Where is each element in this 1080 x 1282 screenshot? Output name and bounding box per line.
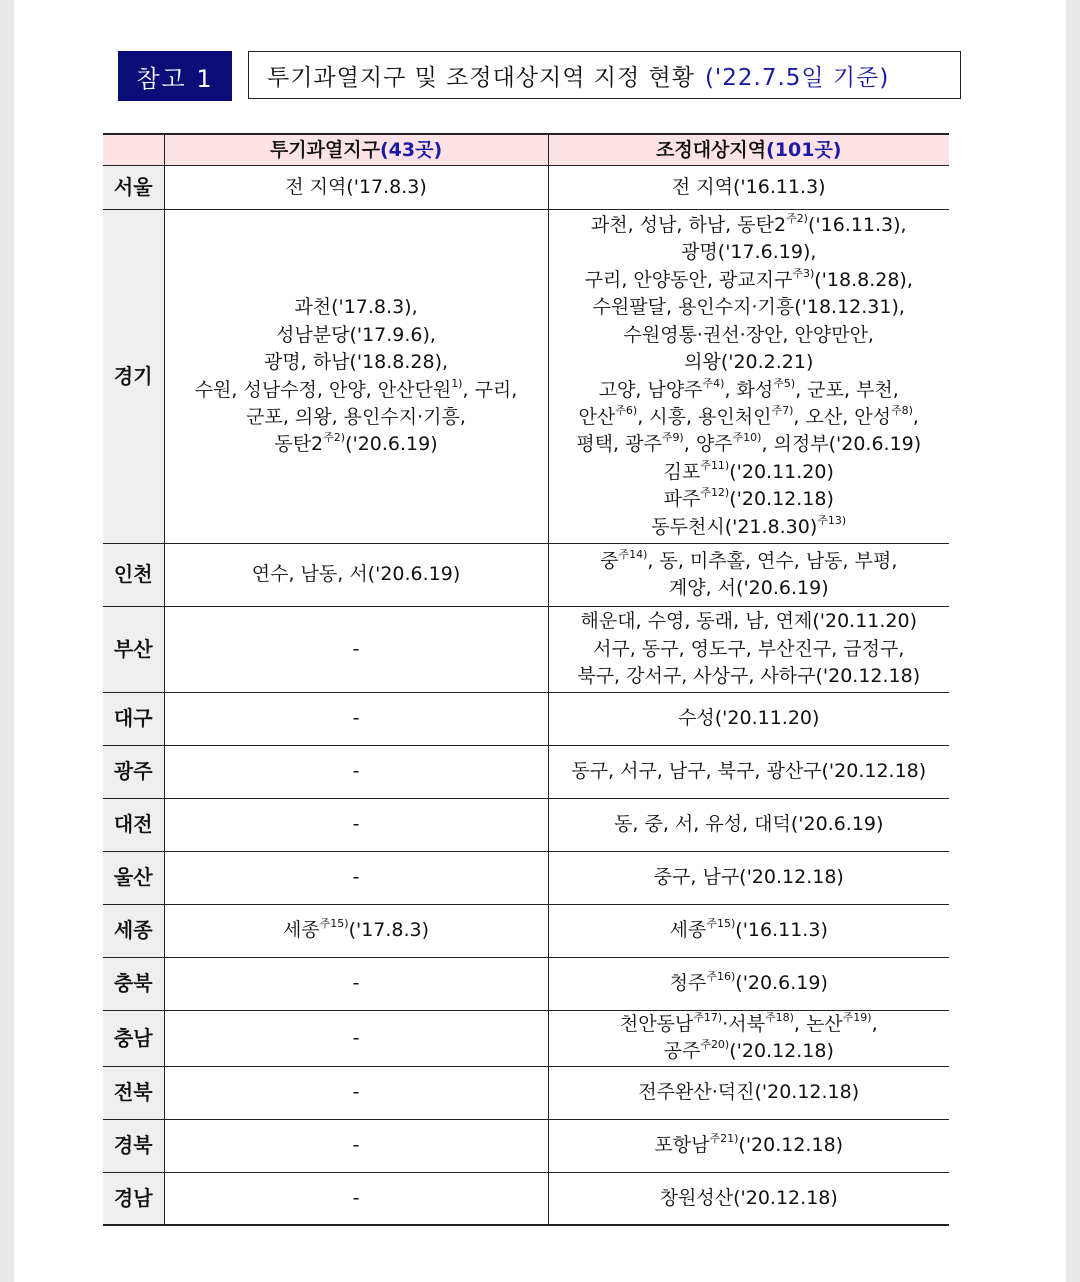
cell-text: 과천, 성남, 하남, 동탄2 (590, 214, 787, 237)
cell-line (165, 864, 548, 891)
footnote-ref: 주14) (618, 547, 648, 561)
speculative-zone-cell (164, 693, 548, 746)
cell-line (549, 970, 950, 997)
speculative-zone-cell (164, 166, 548, 210)
cell-line (549, 212, 950, 239)
cell-text: , 양주 (683, 433, 733, 456)
region-cell: 전북 (103, 1066, 164, 1119)
header-adjustment-zone (548, 134, 949, 166)
cell-text: 수원영통·권선·장안, 안양만안, (623, 323, 874, 346)
region-cell: 충북 (103, 958, 164, 1011)
reference-badge: 참고 1 (118, 51, 232, 101)
cell-line (549, 377, 950, 404)
cell-line (549, 575, 950, 602)
cell-line (165, 636, 548, 663)
cell-text: ('18.8.28), (814, 268, 913, 291)
cell-line (165, 811, 548, 838)
cell-line (549, 486, 950, 513)
cell-line (549, 267, 950, 294)
footnote-ref: 주4) (702, 376, 725, 390)
table-row (103, 746, 949, 799)
cell-text: ('20.12.18) (729, 1040, 834, 1063)
cell-text: 안산 (578, 405, 616, 428)
footnote-ref: 주20) (700, 1038, 730, 1052)
region-cell: 경북 (103, 1119, 164, 1172)
cell-line (165, 970, 548, 997)
speculative-zone-cell (164, 905, 548, 958)
speculative-zone-cell (164, 799, 548, 852)
cell-line (165, 1132, 548, 1159)
cell-text: ·서북 (722, 1013, 765, 1035)
footnote-ref: 주6) (615, 403, 638, 417)
adjustment-zone-cell (548, 210, 949, 544)
table-row (103, 607, 949, 693)
region-cell: 경기 (103, 210, 164, 544)
table-row (103, 905, 949, 958)
cell-line (165, 1185, 548, 1212)
region-cell: 부산 (103, 607, 164, 693)
cell-text: 서구, 동구, 영도구, 부산진구, 금정구, (593, 637, 905, 660)
speculative-zone-cell (164, 958, 548, 1011)
table-row (103, 544, 949, 607)
region-cell: 대전 (103, 799, 164, 852)
region-cell: 울산 (103, 852, 164, 905)
table-row (103, 210, 949, 544)
adjustment-zone-cell (548, 958, 949, 1011)
cell-line (549, 758, 950, 785)
region-cell: 대구 (103, 693, 164, 746)
speculative-zone-cell (164, 1011, 548, 1067)
cell-line (549, 1038, 950, 1065)
adjustment-zone-cell (548, 607, 949, 693)
footnote-ref: 주19) (842, 1011, 872, 1024)
cell-text: , 오산, 안성 (793, 405, 891, 428)
cell-text: , 시흥, 용인처인 (637, 405, 772, 428)
cell-text: 전 지역('17.8.3) (285, 175, 427, 198)
footnote-ref: 주7) (771, 403, 794, 417)
cell-line (549, 294, 950, 321)
table-row (103, 1119, 949, 1172)
cell-text: ('17.8.3) (348, 919, 430, 942)
table-row (103, 166, 949, 210)
cell-line (549, 864, 950, 891)
cell-text: ('16.11.3) (735, 919, 828, 942)
cell-text: 세종 (282, 919, 320, 942)
cell-text: 세종 (669, 919, 707, 942)
cell-text: - (352, 866, 360, 889)
cell-text: 중 (600, 549, 619, 572)
region-cell: 광주 (103, 746, 164, 799)
cell-text: 중구, 남구('20.12.18) (653, 866, 844, 889)
footnote-ref: 주21) (709, 1132, 739, 1146)
cell-text: 과천('17.8.3), (294, 296, 418, 319)
adjustment-zone-cell (548, 544, 949, 607)
region-cell: 서울 (103, 166, 164, 210)
footnote-ref: 주18) (764, 1011, 794, 1024)
footnote-ref: 주12) (700, 486, 730, 500)
region-cell: 경남 (103, 1172, 164, 1225)
adjustment-zone-cell (548, 852, 949, 905)
designation-table (103, 133, 949, 1226)
cell-line (549, 404, 950, 431)
header-adjustment-count: (101곳) (766, 139, 842, 161)
cell-line (549, 322, 950, 349)
cell-text: , 논산 (793, 1013, 843, 1035)
footnote-ref: 주5) (773, 376, 796, 390)
adjustment-zone-cell (548, 905, 949, 958)
cell-text: 동구, 서구, 남구, 북구, 광산구('20.12.18) (571, 760, 927, 783)
cell-text: , 화성 (724, 378, 774, 401)
cell-text: 평택, 광주 (576, 433, 662, 456)
cell-line (549, 663, 950, 690)
footnote-ref: 주3) (792, 266, 815, 280)
header-speculative-zone (164, 134, 548, 166)
cell-text: 전주완산·덕진('20.12.18) (638, 1081, 860, 1104)
table-row (103, 852, 949, 905)
footnote-ref: 주15) (706, 917, 736, 931)
footnote-ref: 주10) (732, 431, 762, 445)
cell-text: - (352, 637, 360, 660)
adjustment-zone-cell (548, 1119, 949, 1172)
cell-line (165, 758, 548, 785)
cell-line (165, 1025, 548, 1052)
region-cell: 충남 (103, 1011, 164, 1067)
speculative-zone-cell (164, 746, 548, 799)
cell-line (549, 459, 950, 486)
cell-text: 광명, 하남('18.8.28), (263, 351, 449, 374)
cell-line (549, 1132, 950, 1159)
cell-text: 고양, 남양주 (598, 378, 703, 401)
cell-text: 김포 (663, 460, 701, 483)
footnote-ref: 주8) (890, 403, 913, 417)
cell-line (549, 174, 950, 201)
cell-text: 동, 중, 서, 유성, 대덕('20.6.19) (614, 813, 884, 836)
cell-text: ('20.12.18) (729, 488, 834, 511)
cell-text: 해운대, 수영, 동래, 남, 연제('20.11.20) (580, 610, 917, 633)
cell-line (549, 1079, 950, 1106)
cell-line (549, 514, 950, 541)
cell-line (549, 917, 950, 944)
adjustment-zone-cell (548, 799, 949, 852)
adjustment-zone-cell (548, 1066, 949, 1119)
table-row (103, 1011, 949, 1067)
speculative-zone-cell (164, 544, 548, 607)
cell-line (165, 349, 548, 376)
cell-text: 전 지역('16.11.3) (671, 175, 826, 198)
cell-line (549, 636, 950, 663)
cell-text: 수원팔달, 용인수지·기흥('18.12.31), (592, 296, 905, 319)
footnote-ref: 주17) (693, 1011, 723, 1024)
adjustment-zone-cell (548, 166, 949, 210)
cell-line (165, 377, 548, 404)
cell-line (549, 705, 950, 732)
cell-text: , 군포, 부천, (795, 378, 899, 401)
speculative-zone-cell (164, 1066, 548, 1119)
cell-line (549, 349, 950, 376)
table-header-row (103, 134, 949, 166)
header-speculative-label: 투기과열지구 (269, 139, 380, 161)
adjustment-zone-cell (548, 1172, 949, 1225)
cell-text: - (352, 1134, 360, 1157)
header-speculative-count: (43곳) (379, 139, 443, 161)
footnote-ref: 1) (451, 376, 463, 390)
cell-text: , 구리, (462, 378, 518, 401)
footnote-ref: 주9) (661, 431, 684, 445)
cell-text: - (352, 1186, 360, 1209)
cell-line (549, 239, 950, 266)
table-row (103, 1066, 949, 1119)
table-row (103, 1172, 949, 1225)
table-row (103, 799, 949, 852)
cell-line (165, 431, 548, 458)
cell-text: , (871, 1013, 878, 1035)
cell-text: ('20.11.20) (729, 460, 834, 483)
cell-text: 광명('17.6.19), (681, 241, 817, 264)
cell-text: 동탄2 (274, 433, 324, 456)
footnote-ref: 주11) (700, 458, 730, 472)
cell-text: ('20.12.18) (738, 1134, 844, 1157)
adjustment-zone-cell (548, 693, 949, 746)
cell-text: 포항남 (654, 1134, 710, 1157)
cell-text: , 동, 미추홀, 연수, 남동, 부평, (647, 549, 898, 572)
cell-text: - (352, 707, 360, 730)
speculative-zone-cell (164, 607, 548, 693)
cell-line (165, 322, 548, 349)
footnote-ref: 주15) (319, 917, 349, 931)
speculative-zone-cell (164, 1172, 548, 1225)
cell-text: ('20.6.19) (345, 433, 438, 456)
footnote-ref: 주2) (786, 212, 808, 226)
cell-text: 계양, 서('20.6.19) (668, 577, 829, 599)
cell-line (165, 404, 548, 431)
cell-text: 구리, 안양동안, 광교지구 (584, 268, 793, 291)
title-text: 투기과열지구 및 조정대상지역 지정 현황 (267, 64, 695, 91)
cell-line (165, 705, 548, 732)
speculative-zone-cell (164, 210, 548, 544)
cell-text: 공주 (663, 1040, 701, 1063)
cell-line (165, 1079, 548, 1106)
cell-text: 파주 (663, 488, 701, 511)
cell-text: ('16.11.3), (807, 214, 907, 237)
cell-text: ('20.6.19) (735, 972, 828, 995)
footnote-ref: 주13) (817, 513, 847, 527)
cell-text: , 의정부('20.6.19) (761, 433, 922, 456)
adjustment-zone-cell (548, 746, 949, 799)
cell-text: - (352, 1081, 360, 1104)
cell-text: 천안동남 (619, 1013, 694, 1035)
cell-line (165, 561, 548, 588)
cell-line (549, 1185, 950, 1212)
cell-text: - (352, 972, 360, 995)
cell-line (549, 1011, 950, 1038)
cell-text: 북구, 강서구, 사상구, 사하구('20.12.18) (577, 665, 921, 688)
title-date: ('22.7.5일 기준) (704, 64, 890, 91)
cell-text: 창원성산('20.12.18) (659, 1186, 838, 1209)
cell-text: - (352, 1026, 360, 1049)
adjustment-zone-cell (548, 1011, 949, 1067)
speculative-zone-cell (164, 1119, 548, 1172)
cell-text: 의왕('20.2.21) (684, 351, 814, 374)
speculative-zone-cell (164, 852, 548, 905)
cell-line (165, 294, 548, 321)
region-cell: 인천 (103, 544, 164, 607)
cell-line (549, 431, 950, 458)
region-cell: 세종 (103, 905, 164, 958)
cell-text: - (352, 813, 360, 836)
footnote-ref: 주2) (323, 431, 346, 445)
cell-text: 성남분당('17.9.6), (276, 323, 436, 346)
cell-text: 동두천시('21.8.30) (651, 515, 818, 538)
cell-line (165, 917, 548, 944)
cell-text: 수원, 성남수정, 안양, 안산단원 (194, 378, 452, 401)
cell-text: - (352, 760, 360, 783)
cell-line (549, 548, 950, 575)
table-body (103, 166, 949, 1226)
cell-text: 수성('20.11.20) (678, 707, 820, 730)
table-row (103, 693, 949, 746)
cell-text: , (912, 405, 919, 428)
cell-text: 군포, 의왕, 용인수지·기흥, (246, 405, 466, 428)
cell-text: 청주 (669, 972, 707, 995)
header-region (103, 134, 164, 166)
cell-line (549, 811, 950, 838)
cell-text: 연수, 남동, 서('20.6.19) (251, 563, 461, 586)
cell-line (549, 608, 950, 635)
cell-line (165, 174, 548, 201)
page-title (248, 51, 961, 99)
table-row (103, 958, 949, 1011)
footnote-ref: 주16) (706, 970, 736, 984)
header-adjustment-label: 조정대상지역 (655, 139, 767, 161)
